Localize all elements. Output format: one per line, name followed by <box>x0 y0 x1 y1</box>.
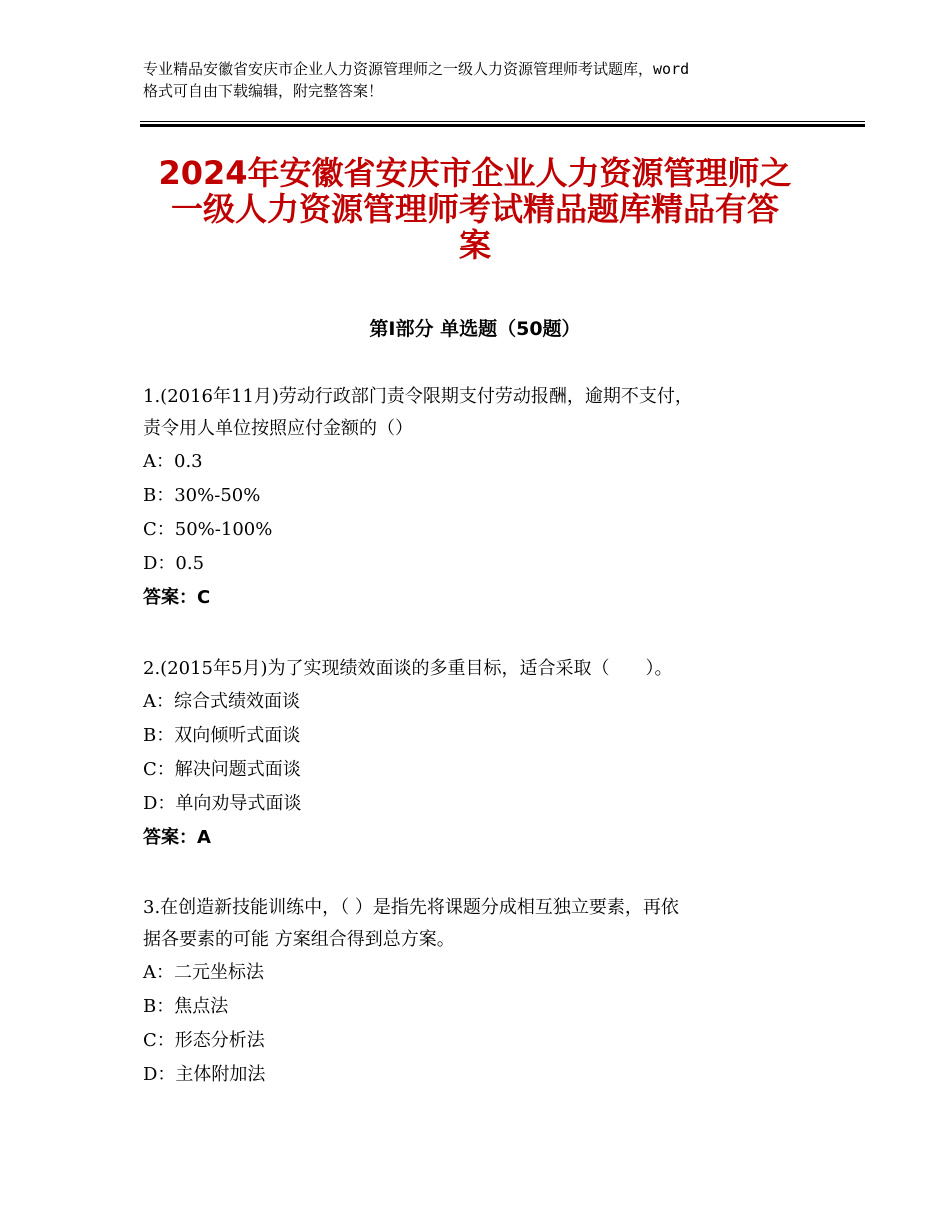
answer: 答案：C <box>143 587 211 608</box>
title-line-1: 2024年安徽省安庆市企业人力资源管理师之 <box>158 154 792 192</box>
option-d: D：0.5 <box>143 553 205 574</box>
answer: 答案：A <box>143 827 211 848</box>
option-c: C：解决问题式面谈 <box>143 759 301 780</box>
question-stem-line: 据各要素的可能 方案组合得到总方案。 <box>143 929 455 950</box>
question-1 <box>143 381 823 615</box>
option-a: A：二元坐标法 <box>143 962 264 983</box>
option-a: A：0.3 <box>143 451 203 472</box>
question-stem <box>143 381 823 445</box>
question-2 <box>143 653 823 855</box>
question-stem-line: 责令用人单位按照应付金额的（） <box>143 418 413 439</box>
option-c: C：50%-100% <box>143 519 273 540</box>
header-note-line-1: 专业精品安徽省安庆市企业人力资源管理师之一级人力资源管理师考试题库，word <box>143 60 690 78</box>
header-note-line-2: 格式可自由下载编辑，附完整答案！ <box>143 82 384 100</box>
question-stem <box>143 653 823 685</box>
option-d: D：主体附加法 <box>143 1064 266 1085</box>
option-b: B：焦点法 <box>143 996 229 1017</box>
option-d: D：单向劝导式面谈 <box>143 793 302 814</box>
header-note <box>143 58 823 102</box>
option-b: B：双向倾听式面谈 <box>143 725 301 746</box>
question-stem-line: 2.(2015年5月)为了实现绩效面谈的多重目标，适合采取（ ）。 <box>143 658 673 679</box>
title-line-3: 案 <box>458 226 491 264</box>
header-divider-thin <box>140 121 865 122</box>
question-stem-line: 1.(2016年11月)劳动行政部门责令限期支付劳动报酬，逾期不支付， <box>143 386 693 407</box>
question-3 <box>143 892 823 1092</box>
option-c: C：形态分析法 <box>143 1030 265 1051</box>
question-stem-line: 3.在创造新技能训练中，（ ）是指先将课题分成相互独立要素，再依 <box>143 897 679 918</box>
option-b: B：30%-50% <box>143 485 261 506</box>
question-stem <box>143 892 823 956</box>
header-divider-thick <box>140 124 865 127</box>
option-a: A：综合式绩效面谈 <box>143 691 300 712</box>
section-title: 第Ⅰ部分 单选题（50题） <box>369 318 581 340</box>
title-line-2: 一级人力资源管理师考试精品题库精品有答 <box>170 190 779 228</box>
document-title <box>140 155 810 263</box>
